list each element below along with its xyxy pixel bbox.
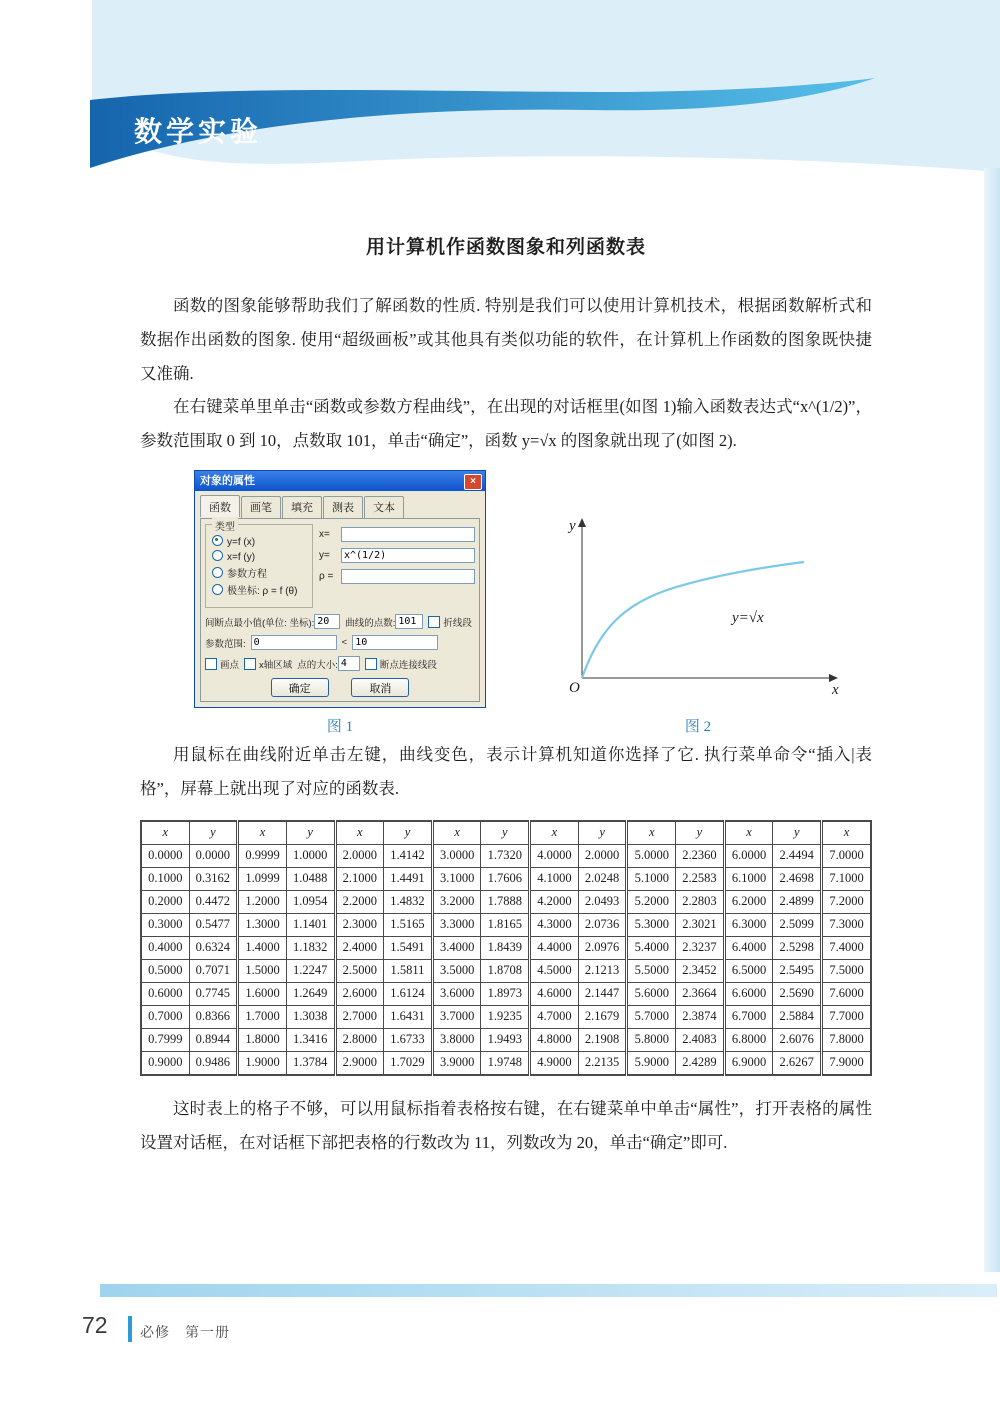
table-cell: 2.3021 [676, 913, 725, 936]
table-cell: 7.5000 [822, 959, 871, 982]
radio-label: y=f (x) [227, 537, 256, 549]
banner-title: 数学实验 [134, 116, 263, 147]
table-cell: 3.9000 [432, 1051, 481, 1075]
tab-pen[interactable]: 画笔 [241, 496, 281, 518]
dialog-panel [200, 518, 480, 702]
page-number: 72 [82, 1312, 108, 1338]
table-row [141, 982, 871, 1005]
table-cell: 2.5690 [773, 982, 822, 1005]
points-label: 曲线的点数: [345, 617, 396, 629]
points-input[interactable] [395, 614, 423, 629]
break-connect-label: 断点连接线段 [379, 659, 437, 671]
dialog-body [195, 491, 485, 707]
table-cell: 1.7888 [481, 890, 530, 913]
table-cell: 7.4000 [822, 936, 871, 959]
radio-label: 极坐标: ρ = f (θ) [227, 586, 298, 598]
table-header-cell: y [578, 821, 627, 845]
table-cell: 1.4142 [384, 844, 433, 867]
table-cell: 3.8000 [432, 1028, 481, 1051]
table-cell: 4.0000 [530, 844, 579, 867]
range-label: 参数范围: [205, 638, 246, 650]
table-header-cell: x [335, 821, 384, 845]
table-cell: 0.3000 [141, 913, 189, 936]
table-cell: 4.3000 [530, 913, 579, 936]
table-cell: 1.0999 [238, 867, 287, 890]
table-cell: 4.5000 [530, 959, 579, 982]
x-region-label: x轴区域 [259, 659, 293, 671]
table-cell: 7.1000 [822, 867, 871, 890]
table-cell: 0.1000 [141, 867, 189, 890]
table-cell: 2.4289 [676, 1051, 725, 1075]
table-cell: 6.8000 [724, 1028, 773, 1051]
table-cell: 2.1679 [578, 1005, 627, 1028]
table-cell: 2.5099 [773, 913, 822, 936]
table-cell: 5.1000 [627, 867, 676, 890]
draw-point-checkbox[interactable] [205, 658, 217, 670]
table-cell: 6.9000 [724, 1051, 773, 1075]
table-cell: 1.7320 [481, 844, 530, 867]
table-cell: 5.8000 [627, 1028, 676, 1051]
table-cell: 6.5000 [724, 959, 773, 982]
paragraph-1: 函数的图象能够帮助我们了解函数的性质. 特别是我们可以使用计算机技术，根据函数解析式和数据作出函数的图象. 使用“超级画板”或其他具有类似功能的软件，在计算机上作函数的图象既快捷又准确. [140, 296, 872, 383]
table-cell: 4.9000 [530, 1051, 579, 1075]
paragraph-4: 这时表上的格子不够，可以用鼠标指着表格按右键，在右键菜单中单击“属性”，打开表格的属性设置对话框，在对话框下部把表格的行数改为 11，列数改为 20，单击“确定”即可. [140, 1098, 872, 1152]
table-cell: 1.2000 [238, 890, 287, 913]
table-cell: 1.7000 [238, 1005, 287, 1028]
radio-icon[interactable] [212, 550, 223, 561]
table-cell: 0.5477 [189, 913, 238, 936]
table-cell: 1.2247 [286, 959, 335, 982]
table-cell: 7.9000 [822, 1051, 871, 1075]
table-cell: 2.2000 [335, 890, 384, 913]
y-axis-arrow-icon [578, 518, 586, 527]
table-header-cell: x [238, 821, 287, 845]
x-region-checkbox[interactable] [244, 658, 256, 670]
table-row [141, 913, 871, 936]
table-cell: 0.0000 [141, 844, 189, 867]
table-row [141, 867, 871, 890]
table-cell: 2.2135 [578, 1051, 627, 1075]
y-expression-input[interactable] [341, 548, 475, 563]
table-cell: 1.8165 [481, 913, 530, 936]
table-cell: 1.3038 [286, 1005, 335, 1028]
table-cell: 5.4000 [627, 936, 676, 959]
table-header-cell: x [822, 821, 871, 845]
dialog-title: 对象的属性 [200, 475, 255, 488]
figure2-caption: 图 2 [684, 719, 712, 736]
footer-divider [128, 1316, 132, 1342]
radio-x-fy[interactable] [212, 550, 309, 563]
table-cell: 1.3416 [286, 1028, 335, 1051]
table-row [141, 936, 871, 959]
table-cell: 3.6000 [432, 982, 481, 1005]
table-cell: 1.9748 [481, 1051, 530, 1075]
table-cell: 4.2000 [530, 890, 579, 913]
table-cell: 7.2000 [822, 890, 871, 913]
table-cell: 0.8944 [189, 1028, 238, 1051]
table-cell: 0.9486 [189, 1051, 238, 1075]
table-cell: 0.9000 [141, 1051, 189, 1075]
table-cell: 2.1447 [578, 982, 627, 1005]
radio-label: x=f (y) [227, 552, 256, 564]
polyline-label: 折线段 [443, 617, 472, 629]
table-cell: 2.4899 [773, 890, 822, 913]
table-cell: 2.1213 [578, 959, 627, 982]
table-row [141, 959, 871, 982]
sqrt-graph [552, 512, 844, 708]
table-cell: 0.7000 [141, 1005, 189, 1028]
table-cell: 2.0000 [335, 844, 384, 867]
range-max-input[interactable] [352, 635, 438, 650]
rho-equals-label: ρ = [319, 571, 334, 583]
table-cell: 0.9999 [238, 844, 287, 867]
table-cell: 2.5298 [773, 936, 822, 959]
table-cell: 4.7000 [530, 1005, 579, 1028]
table-cell: 1.4000 [238, 936, 287, 959]
table-cell: 2.2360 [676, 844, 725, 867]
table-cell: 6.3000 [724, 913, 773, 936]
x-axis-arrow-icon [829, 674, 838, 682]
dialog-title-bar [195, 471, 485, 491]
table-cell: 0.6324 [189, 936, 238, 959]
table-cell: 3.1000 [432, 867, 481, 890]
table-cell: 2.5000 [335, 959, 384, 982]
table-cell: 1.8708 [481, 959, 530, 982]
table-cell: 0.0000 [189, 844, 238, 867]
range-min-input[interactable] [251, 635, 337, 650]
table-row [141, 1005, 871, 1028]
break-connect-checkbox[interactable] [365, 658, 377, 670]
table-cell: 4.4000 [530, 936, 579, 959]
dialog-tabs [200, 496, 480, 518]
polyline-checkbox[interactable] [428, 616, 440, 628]
x-expression-input[interactable] [341, 527, 475, 542]
table-cell: 1.1401 [286, 913, 335, 936]
tab-measure[interactable]: 测表 [323, 496, 363, 518]
table-cell: 1.7606 [481, 867, 530, 890]
tab-function[interactable]: 函数 [200, 495, 240, 517]
figure1-caption: 图 1 [326, 719, 354, 736]
table-cell: 0.7745 [189, 982, 238, 1005]
table-cell: 1.3784 [286, 1051, 335, 1075]
table-cell: 4.1000 [530, 867, 579, 890]
table-cell: 6.4000 [724, 936, 773, 959]
table-cell: 2.3000 [335, 913, 384, 936]
x-equals-label: x= [319, 529, 330, 541]
table-cell: 0.4000 [141, 936, 189, 959]
table-cell: 6.1000 [724, 867, 773, 890]
table-cell: 2.4494 [773, 844, 822, 867]
table-cell: 0.7071 [189, 959, 238, 982]
table-cell: 7.7000 [822, 1005, 871, 1028]
paragraph-3: 用鼠标在曲线附近单击左键，曲线变色，表示计算机知道你选择了它. 执行菜单命令“插入|表格”，屏幕上就出现了对应的函数表. [140, 745, 872, 798]
table-cell: 1.0000 [286, 844, 335, 867]
radio-y-fx[interactable] [212, 535, 309, 548]
table-cell: 2.5884 [773, 1005, 822, 1028]
table-cell: 1.9000 [238, 1051, 287, 1075]
table-cell: 1.8973 [481, 982, 530, 1005]
table-cell: 1.4491 [384, 867, 433, 890]
table-header-cell: x [627, 821, 676, 845]
table-cell: 7.6000 [822, 982, 871, 1005]
footer-bar [100, 1284, 997, 1297]
table-cell: 1.1832 [286, 936, 335, 959]
table-cell: 2.0000 [578, 844, 627, 867]
radio-selected-icon[interactable] [212, 535, 223, 546]
tab-fill[interactable]: 填充 [282, 496, 322, 518]
table-cell: 2.0976 [578, 936, 627, 959]
table-cell: 5.3000 [627, 913, 676, 936]
table-cell: 6.7000 [724, 1005, 773, 1028]
table-cell: 1.4832 [384, 890, 433, 913]
table-cell: 2.0493 [578, 890, 627, 913]
ok-button[interactable]: 确定 [271, 678, 329, 697]
table-row [141, 1028, 871, 1051]
table-header-cell: y [481, 821, 530, 845]
table-cell: 7.0000 [822, 844, 871, 867]
table-header-cell: x [530, 821, 579, 845]
table-header-cell: y [189, 821, 238, 845]
table-cell: 3.2000 [432, 890, 481, 913]
table-cell: 1.8000 [238, 1028, 287, 1051]
table-cell: 3.5000 [432, 959, 481, 982]
table-cell: 2.3237 [676, 936, 725, 959]
table-cell: 0.2000 [141, 890, 189, 913]
table-cell: 5.6000 [627, 982, 676, 1005]
radio-icon[interactable] [212, 567, 223, 578]
table-cell: 5.0000 [627, 844, 676, 867]
properties-dialog [194, 470, 486, 708]
table-cell: 2.2803 [676, 890, 725, 913]
rho-expression-input[interactable] [341, 569, 475, 584]
table-cell: 7.3000 [822, 913, 871, 936]
origin-label: O [569, 680, 580, 697]
table-header-cell: y [773, 821, 822, 845]
table-cell: 1.7029 [384, 1051, 433, 1075]
table-cell: 2.3452 [676, 959, 725, 982]
radio-parametric[interactable] [212, 565, 309, 580]
table-cell: 1.6733 [384, 1028, 433, 1051]
table-cell: 2.5495 [773, 959, 822, 982]
table-cell: 2.6267 [773, 1051, 822, 1075]
table-cell: 1.5491 [384, 936, 433, 959]
table-header-cell: x [432, 821, 481, 845]
table-cell: 2.3874 [676, 1005, 725, 1028]
table-cell: 1.0488 [286, 867, 335, 890]
radio-icon[interactable] [212, 584, 223, 595]
table-cell: 3.0000 [432, 844, 481, 867]
type-legend: 类型 [212, 518, 238, 533]
figure-row [140, 464, 872, 736]
table-cell: 2.0248 [578, 867, 627, 890]
table-cell: 1.5165 [384, 913, 433, 936]
table-row [141, 890, 871, 913]
table-cell: 4.8000 [530, 1028, 579, 1051]
table-cell: 2.1908 [578, 1028, 627, 1051]
table-cell: 1.9235 [481, 1005, 530, 1028]
table-cell: 5.7000 [627, 1005, 676, 1028]
radio-polar[interactable] [212, 582, 309, 597]
type-groupbox [205, 524, 313, 608]
less-than-sign: < [341, 637, 348, 649]
table-cell: 2.4000 [335, 936, 384, 959]
table-cell: 2.2583 [676, 867, 725, 890]
right-edge-strip [984, 168, 1000, 1272]
table-cell: 6.2000 [724, 890, 773, 913]
point-size-label: 点的大小: [297, 659, 338, 671]
y-axis-label: y [569, 518, 576, 535]
table-cell: 2.3664 [676, 982, 725, 1005]
table-header-cell: y [384, 821, 433, 845]
table-header-cell: x [141, 821, 189, 845]
table-cell: 2.6076 [773, 1028, 822, 1051]
table-header-cell: y [286, 821, 335, 845]
tab-text[interactable]: 文本 [364, 496, 404, 518]
table-cell: 5.9000 [627, 1051, 676, 1075]
table-cell: 7.8000 [822, 1028, 871, 1051]
table-cell: 1.8439 [481, 936, 530, 959]
x-axis-label: x [832, 682, 839, 699]
table-header-cell: x [724, 821, 773, 845]
table-cell: 6.0000 [724, 844, 773, 867]
table-cell: 2.9000 [335, 1051, 384, 1075]
table-cell: 1.9493 [481, 1028, 530, 1051]
draw-point-label: 画点 [220, 659, 240, 671]
table-cell: 2.0736 [578, 913, 627, 936]
table-cell: 1.6124 [384, 982, 433, 1005]
close-icon[interactable]: × [464, 474, 482, 490]
point-size-input[interactable] [338, 656, 360, 671]
table-row [141, 1051, 871, 1075]
table-cell: 4.6000 [530, 982, 579, 1005]
table-header-row [141, 821, 871, 845]
table-cell: 1.0954 [286, 890, 335, 913]
page-title: 用计算机作函数图象和列函数表 [365, 237, 646, 258]
sqrt-curve [582, 562, 804, 678]
table-cell: 2.7000 [335, 1005, 384, 1028]
table-cell: 1.3000 [238, 913, 287, 936]
radio-label: 参数方程 [227, 569, 267, 581]
table-cell: 2.8000 [335, 1028, 384, 1051]
table-cell: 2.1000 [335, 867, 384, 890]
table-cell: 2.4083 [676, 1028, 725, 1051]
curve-label: y=√x [732, 610, 764, 627]
table-cell: 0.3162 [189, 867, 238, 890]
table-cell: 2.4698 [773, 867, 822, 890]
article [140, 232, 872, 1159]
table-cell: 5.2000 [627, 890, 676, 913]
header-banner [0, 0, 1000, 210]
table-cell: 1.5000 [238, 959, 287, 982]
y-equals-label: y= [319, 550, 330, 562]
function-table [140, 820, 872, 1076]
table-cell: 0.4472 [189, 890, 238, 913]
table-cell: 3.4000 [432, 936, 481, 959]
table-cell: 0.5000 [141, 959, 189, 982]
table-header-cell: y [676, 821, 725, 845]
break-min-input[interactable] [314, 614, 340, 629]
cancel-button[interactable]: 取消 [351, 678, 409, 697]
table-cell: 1.2649 [286, 982, 335, 1005]
paragraph-2: 在右键菜单里单击“函数或参数方程曲线”，在出现的对话框里(如图 1)输入函数表达式“x^(1/2)”，参数范围取 0 到 10，点数取 101，单击“确定”，函数 y=√x 的图象就出现了(如图 2). [140, 397, 872, 451]
table-cell: 2.6000 [335, 982, 384, 1005]
table-cell: 1.5811 [384, 959, 433, 982]
table-cell: 0.7999 [141, 1028, 189, 1051]
table-cell: 1.6000 [238, 982, 287, 1005]
table-cell: 3.7000 [432, 1005, 481, 1028]
table-cell: 1.6431 [384, 1005, 433, 1028]
break-min-label: 间断点最小值(单位: 坐标): [205, 617, 315, 629]
book-label: 必修 第一册 [140, 1324, 230, 1340]
table-cell: 0.8366 [189, 1005, 238, 1028]
table-cell: 0.6000 [141, 982, 189, 1005]
table-cell: 6.6000 [724, 982, 773, 1005]
table-cell: 5.5000 [627, 959, 676, 982]
table-row [141, 844, 871, 867]
table-cell: 3.3000 [432, 913, 481, 936]
